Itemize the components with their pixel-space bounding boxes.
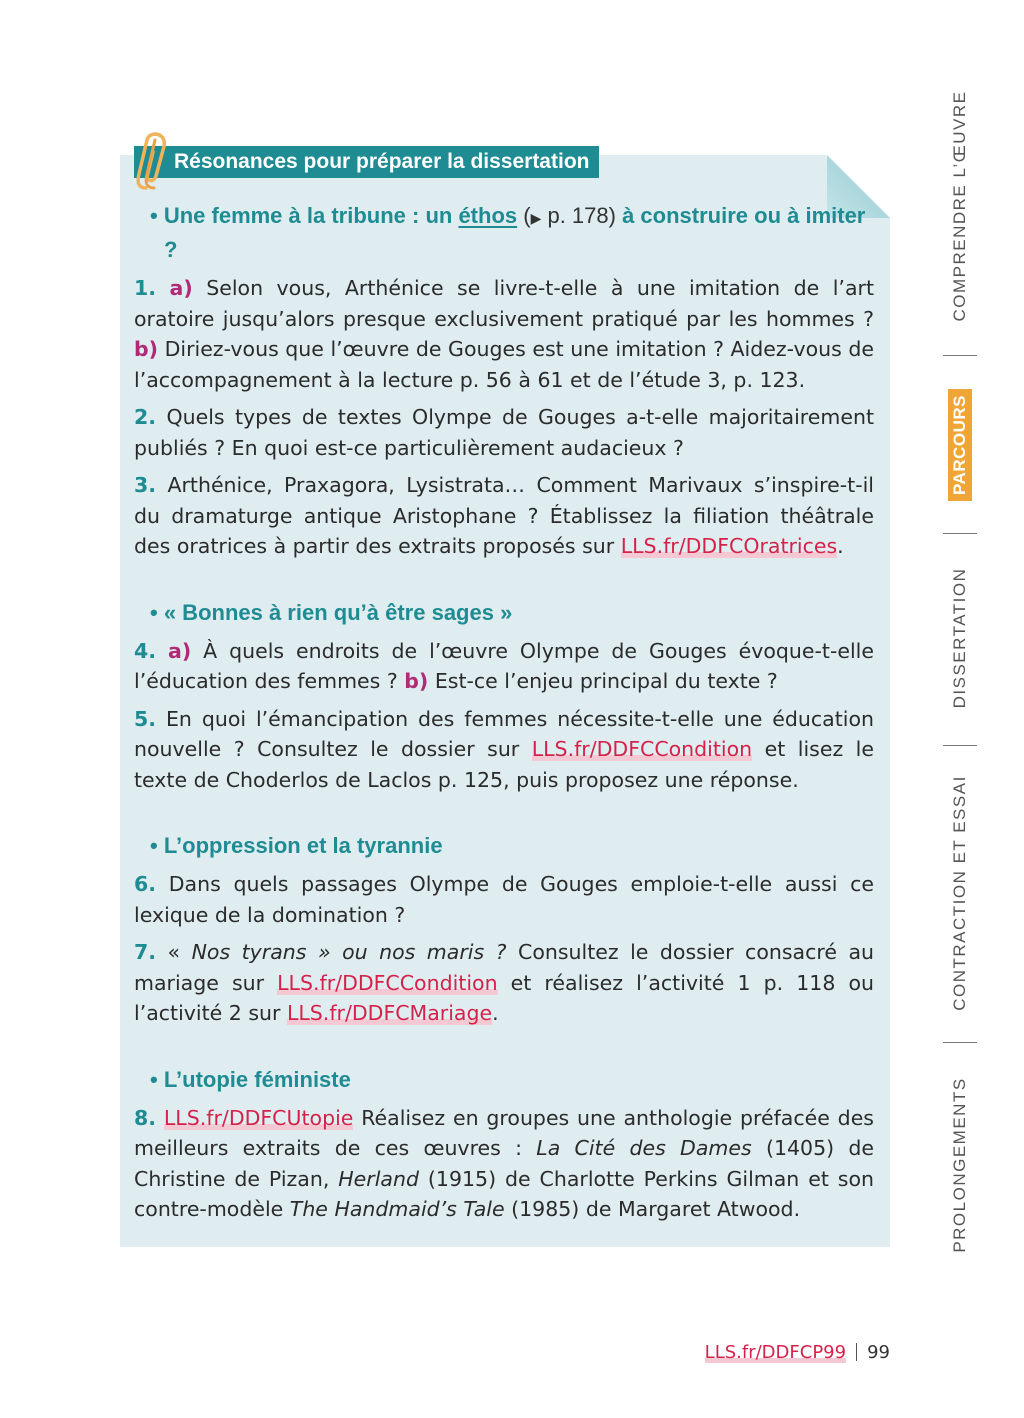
footer-link[interactable]: LLS.fr/DDFCP99 — [704, 1342, 847, 1363]
paperclip-icon — [132, 130, 172, 192]
sidebar-separator — [943, 355, 977, 356]
box-content — [134, 200, 874, 1232]
sidebar-separator — [943, 1042, 977, 1043]
sidebar-tab-prolongements[interactable]: PROLONGEMENTS — [950, 1077, 969, 1253]
section-heading-ethos: • Une femme à la tribune : un éthos (▶ p. 178) à construire ou à imiter ? — [150, 203, 866, 262]
question-5: 5. En quoi l’émancipation des femmes nécessite-t-elle une éducation nouvelle ? Consultez le dossier sur LLS.fr/DDFCCondition et lisez le texte de Choderlos de Laclos p. 125, puis proposez une réponse. — [134, 706, 874, 792]
section-heading-utopie: • L’utopie féministe — [150, 1066, 351, 1092]
question-2: 2. Quels types de textes Olympe de Gouges a-t-elle majoritairement publiés ? En quoi est-ce particulièrement audacieux ? — [134, 405, 874, 460]
question-6: 6. Dans quels passages Olympe de Gouges emploie-t-elle aussi ce lexique de la domination ? — [134, 872, 874, 927]
link-condition-2[interactable]: LLS.fr/DDFCCondition — [277, 970, 498, 995]
question-3: 3. Arthénice, Praxagora, Lysistrata… Comment Marivaux s’inspire-t-il du dramaturge antique Aristophane ? Établissez la filiation théâtrale des oratrices à partir des extraits proposés sur LLS.fr/DDFCOratrices. — [134, 473, 874, 558]
link-mariage[interactable]: LLS.fr/DDFCMariage — [286, 1001, 493, 1025]
sidebar-tab-comprendre[interactable]: COMPRENDRE L’ŒUVRE — [950, 90, 969, 322]
footer-divider — [856, 1343, 857, 1361]
link-oratrices[interactable]: LLS.fr/DDFCOratrices — [620, 534, 838, 558]
link-utopie[interactable]: LLS.fr/DDFCUtopie — [163, 1105, 354, 1130]
question-8: 8. LLS.fr/DDFCUtopie Réalisez en groupes une anthologie préfacée des meilleurs extraits de ces œuvres : La Cité des Dames (1405) de Christine de Pizan, Herland (1915) de Charlotte Perkins Gilman et son contre-modèle The Handmaid’s Tale (1985) de Margaret Atwood. — [134, 1105, 875, 1221]
sidebar-separator — [943, 745, 977, 746]
arrow-right-icon: ▶ — [530, 210, 542, 226]
sidebar-tab-parcours[interactable]: PARCOURS — [948, 389, 972, 501]
page-footer — [705, 1342, 890, 1363]
question-7: 7. « Nos tyrans » ou nos maris ? Consultez le dossier consacré au mariage sur LLS.fr/DDFCCondition et réalisez l’activité 1 p. 118 ou l’activité 2 sur LLS.fr/DDFCMariage. — [134, 940, 874, 1025]
sidebar-separator — [943, 533, 977, 534]
section-heading-oppression: • L’oppression et la tyrannie — [150, 833, 443, 858]
section-heading-sages: • « Bonnes à rien qu’à être sages » — [150, 599, 513, 625]
sidebar-tab-dissertation[interactable]: DISSERTATION — [950, 567, 969, 709]
link-condition[interactable]: LLS.fr/DDFCCondition — [531, 737, 753, 761]
question-4: 4. a) À quels endroits de l’œuvre Olympe de Gouges évoque-t-elle l’éducation des femmes ? b) Est-ce l’enjeu principal du texte ? — [134, 638, 874, 693]
ethos-term[interactable]: éthos — [458, 203, 518, 228]
question-1: 1. a) Selon vous, Arthénice se livre-t-elle à une imitation de l’art oratoire jusqu’alors presque exclusivement pratiqué par les hommes ? b) Diriez-vous que l’œuvre de Gouges est une imitation ? Aidez-vous de l’accompagnement à la lecture p. 56 à 61 et de l’étude 3, p. 123. — [134, 276, 874, 392]
sidebar-tab-contraction[interactable]: CONTRACTION ET ESSAI — [950, 775, 969, 1011]
box-title: Résonances pour préparer la dissertation — [134, 146, 599, 178]
page-number: 99 — [867, 1342, 890, 1363]
